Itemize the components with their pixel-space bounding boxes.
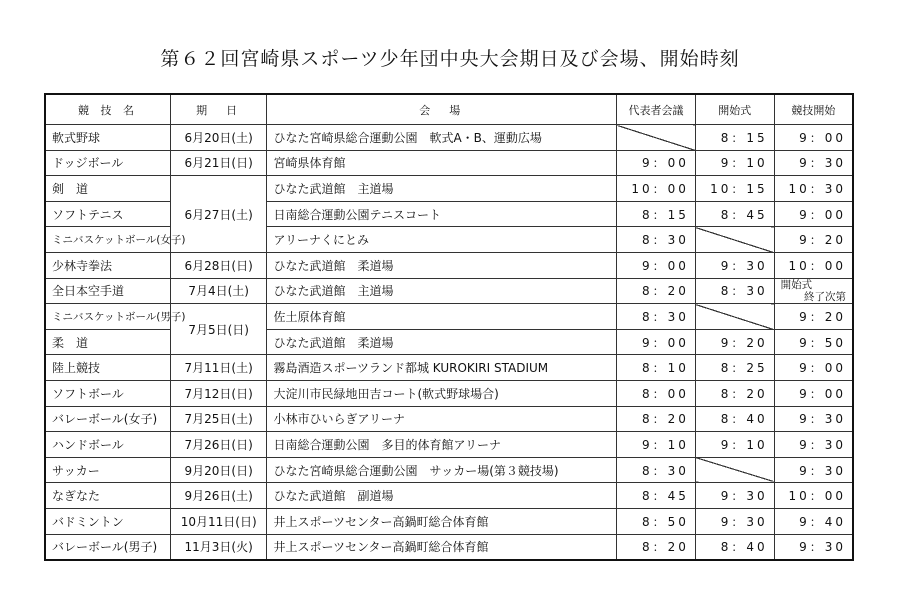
start-time-cell: 9：00	[774, 125, 853, 151]
date-cell: 7月4日(土)	[170, 278, 267, 304]
venue-cell: 小林市ひいらぎアリーナ	[267, 406, 617, 432]
sport-cell: ソフトボール	[45, 380, 170, 406]
date-cell: 9月26日(土)	[170, 483, 267, 509]
opening-time-cell: 9：20	[695, 329, 774, 355]
venue-cell: 井上スポーツセンター高鍋町総合体育館	[267, 534, 617, 560]
date-cell: 6月20日(土)	[170, 125, 267, 151]
table-row	[45, 483, 853, 509]
start-time-cell: 9：30	[774, 457, 853, 483]
opening-time-cell: 8：40	[695, 534, 774, 560]
start-time-cell: 10：00	[774, 483, 853, 509]
sport-cell: ミニバスケットボール(女子)	[45, 227, 170, 253]
rep-time-cell: 8：45	[617, 483, 696, 509]
start-note-cell	[774, 278, 853, 304]
venue-cell: 佐土原体育館	[267, 304, 617, 330]
start-time-cell: 9：20	[774, 227, 853, 253]
date-cell: 7月12日(日)	[170, 380, 267, 406]
table-row	[45, 380, 853, 406]
opening-time-cell: 8：20	[695, 380, 774, 406]
sport-cell: 全日本空手道	[45, 278, 170, 304]
date-cell: 6月28日(日)	[170, 252, 267, 278]
start-time-cell: 9：00	[774, 201, 853, 227]
rep-time-cell: 9：10	[617, 432, 696, 458]
sport-cell: ソフトテニス	[45, 201, 170, 227]
rep-time-cell: 9：00	[617, 150, 696, 176]
opening-time-cell: 8：40	[695, 406, 774, 432]
empty-slash-cell	[695, 457, 774, 483]
date-cell: 6月21日(日)	[170, 150, 267, 176]
start-time-cell: 9：50	[774, 329, 853, 355]
table-row	[45, 406, 853, 432]
date-cell: 11月3日(火)	[170, 534, 267, 560]
empty-slash-cell	[695, 304, 774, 330]
table-row	[45, 355, 853, 381]
table-row	[45, 150, 853, 176]
start-time-cell: 9：20	[774, 304, 853, 330]
table-row	[45, 304, 853, 330]
date-cell: 10月11日(日)	[170, 508, 267, 534]
rep-time-cell: 8：30	[617, 227, 696, 253]
opening-time-cell: 8：30	[695, 278, 774, 304]
rep-time-cell: 8：15	[617, 201, 696, 227]
header-start: 競技開始	[774, 94, 853, 125]
rep-time-cell: 8：50	[617, 508, 696, 534]
rep-time-cell: 8：20	[617, 534, 696, 560]
opening-time-cell: 9：30	[695, 483, 774, 509]
sport-cell: ミニバスケットボール(男子)	[45, 304, 170, 330]
empty-slash-cell	[617, 125, 696, 151]
table-row	[45, 176, 853, 202]
table-row	[45, 508, 853, 534]
start-time-cell: 9：40	[774, 508, 853, 534]
rep-time-cell: 8：10	[617, 355, 696, 381]
sport-cell: サッカー	[45, 457, 170, 483]
sport-cell: なぎなた	[45, 483, 170, 509]
header-venue: 会 場	[267, 94, 617, 125]
venue-cell: ひなた武道館 主道場	[267, 176, 617, 202]
opening-time-cell: 8：45	[695, 201, 774, 227]
rep-time-cell: 8：30	[617, 304, 696, 330]
sport-cell: ハンドボール	[45, 432, 170, 458]
table-row	[45, 329, 853, 355]
rep-time-cell: 8：30	[617, 457, 696, 483]
start-time-cell: 10：30	[774, 176, 853, 202]
sport-cell: バドミントン	[45, 508, 170, 534]
header-rep-meeting: 代表者会議	[617, 94, 696, 125]
sport-cell: 少林寺拳法	[45, 252, 170, 278]
empty-slash-cell	[695, 227, 774, 253]
rep-time-cell: 10：00	[617, 176, 696, 202]
header-date: 期 日	[170, 94, 267, 125]
venue-cell: 日南総合運動公園テニスコート	[267, 201, 617, 227]
opening-time-cell: 9：10	[695, 150, 774, 176]
table-row	[45, 534, 853, 560]
sport-cell: ドッジボール	[45, 150, 170, 176]
table-row	[45, 278, 853, 304]
table-row	[45, 125, 853, 151]
table-row	[45, 432, 853, 458]
table-row	[45, 201, 853, 227]
opening-time-cell: 9：10	[695, 432, 774, 458]
venue-cell: 日南総合運動公園 多目的体育館アリーナ	[267, 432, 617, 458]
sport-cell: バレーボール(男子)	[45, 534, 170, 560]
table-row	[45, 227, 853, 253]
start-time-cell: 9：30	[774, 406, 853, 432]
venue-cell: ひなた武道館 柔道場	[267, 252, 617, 278]
venue-cell: 大淀川市民緑地田吉コート(軟式野球場合)	[267, 380, 617, 406]
table-row	[45, 457, 853, 483]
sport-cell: 陸上競技	[45, 355, 170, 381]
sport-cell: 柔 道	[45, 329, 170, 355]
sport-cell: バレーボール(女子)	[45, 406, 170, 432]
sport-cell: 軟式野球	[45, 125, 170, 151]
rep-time-cell: 8：20	[617, 406, 696, 432]
schedule-table	[44, 93, 854, 561]
opening-time-cell: 8：15	[695, 125, 774, 151]
start-time-cell: 9：00	[774, 380, 853, 406]
rep-time-cell: 9：00	[617, 252, 696, 278]
header-opening: 開始式	[695, 94, 774, 125]
start-time-cell: 9：30	[774, 534, 853, 560]
header-sport: 競 技 名	[45, 94, 170, 125]
start-time-cell: 10：00	[774, 252, 853, 278]
opening-time-cell: 10：15	[695, 176, 774, 202]
sport-cell: 剣 道	[45, 176, 170, 202]
venue-cell: 霧島酒造スポーツランド都城 KUROKIRI STADIUM	[267, 355, 617, 381]
venue-cell: ひなた宮崎県総合運動公園 サッカー場(第３競技場)	[267, 457, 617, 483]
start-note-line1: 開始式	[780, 278, 813, 291]
venue-cell: ひなた武道館 柔道場	[267, 329, 617, 355]
venue-cell: 井上スポーツセンター高鍋町総合体育館	[267, 508, 617, 534]
date-cell: 7月25日(土)	[170, 406, 267, 432]
opening-time-cell: 9：30	[695, 508, 774, 534]
date-cell: 9月20日(日)	[170, 457, 267, 483]
rep-time-cell: 8：00	[617, 380, 696, 406]
start-time-cell: 9：30	[774, 150, 853, 176]
rep-time-cell: 8：20	[617, 278, 696, 304]
opening-time-cell: 9：30	[695, 252, 774, 278]
date-cell: 7月5日(日)	[170, 304, 267, 355]
date-cell: 7月26日(日)	[170, 432, 267, 458]
start-time-cell: 9：30	[774, 432, 853, 458]
venue-cell: ひなた武道館 主道場	[267, 278, 617, 304]
table-row	[45, 252, 853, 278]
venue-cell: アリーナくにとみ	[267, 227, 617, 253]
page-title: 第６２回宮崎県スポーツ少年団中央大会期日及び会場、開始時刻	[160, 48, 740, 70]
venue-cell: ひなた武道館 副道場	[267, 483, 617, 509]
venue-cell: ひなた宮崎県総合運動公園 軟式A・B、運動広場	[267, 125, 617, 151]
opening-time-cell: 8：25	[695, 355, 774, 381]
table-header-row	[45, 94, 853, 125]
date-cell: 7月11日(土)	[170, 355, 267, 381]
venue-cell: 宮崎県体育館	[267, 150, 617, 176]
start-time-cell: 9：00	[774, 355, 853, 381]
rep-time-cell: 9：00	[617, 329, 696, 355]
start-note-line2: 終了次第	[804, 290, 846, 303]
date-cell: 6月27日(土)	[170, 176, 267, 253]
